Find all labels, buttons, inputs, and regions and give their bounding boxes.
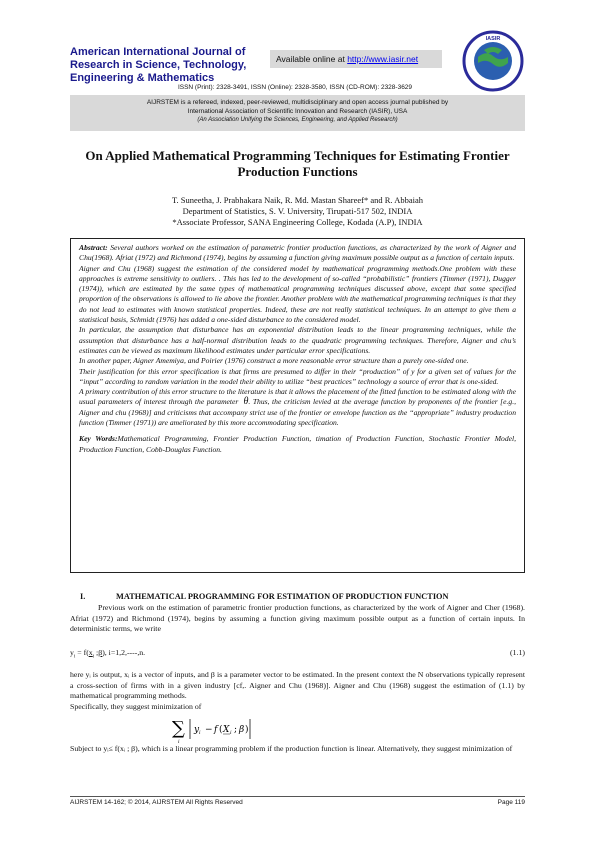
svg-text:−: − — [205, 725, 213, 735]
abstract-paragraph-5: Their justification for this error specification is that firms are presumed to differ in their “production” of y for a given set of values for the “input” according to random variation in the model their ability to utilize “best practices” technology a source of error that is one-sided. — [79, 366, 516, 386]
footer-copyright: AIJRSTEM 14-162; © 2014, AIJRSTEM All Rights Reserved — [70, 799, 243, 806]
svg-text:y: y — [194, 725, 200, 735]
footer-divider — [70, 796, 525, 797]
author-block — [60, 195, 535, 228]
affiliation-2: *Associate Professor, SANA Engineering College, Kodada (A.P), INDIA — [172, 217, 423, 227]
affiliation-1: Department of Statistics, S. V. University, Tirupati-517 502, INDIA — [182, 206, 413, 216]
abstract-box — [70, 238, 525, 573]
theta-symbol: θ — [243, 396, 249, 408]
section-title: MATHEMATICAL PROGRAMMING FOR ESTIMATION OF PRODUCTION FUNCTION — [116, 592, 449, 601]
section-paragraph-3: Subject to yᵢ≤ f(xᵢ ; β), which is a linear programming problem if the production function is linear. Alternatively, they suggest minimization of — [70, 744, 513, 753]
available-prefix: Available online at — [276, 54, 348, 64]
banner-line-3: (An Association Unifying the Sciences, Engineering, and Applied Research) — [197, 117, 398, 123]
section-paragraph-1: Previous work on the estimation of parametric frontier production functions, as characterized by the work of Aigner and Cher (1968). Afriat (1972) and Richmond (1974), begins by assuming a function giving maximum possible output as a function of certain inputs. In deterministic terms, we write — [70, 603, 525, 634]
abstract-paragraph-3: In particular, the assumption that disturbance has an exponential distribution leads to the linear programming techniques, while the assumption that disturbance has a half-normal distribution leads to the quadratic programming techniques. Therefore, Aigner and chu’s estimates can be viewed as maximum likelihood estimates under particular error specifications. — [79, 325, 516, 355]
journal-name: American International Journal of Research in Science, Technology, Engineering & Mathematics — [70, 46, 247, 84]
svg-text:β: β — [239, 725, 245, 735]
availability-banner — [270, 50, 442, 68]
svg-text:;: ; — [234, 725, 238, 735]
footer — [70, 799, 525, 806]
abstract-label: Abstract: — [79, 243, 108, 252]
svg-text:i: i — [199, 730, 201, 736]
abstract-paragraph-6: A primary contribution of this error structure to the literature is that it allows the placement of the fitted function to be estimated along with the usual parameters of interest through the parameter θ. Thus, the criticism levied at the average function by proponents of the frontier [e.g., Aigner and chu (1968)] and criticisms that accompany strict use of the frontier or envelope function as the “appropriate” industry production function (Timmer (1971)) are ameliorated by this more accommodating specification. — [79, 387, 517, 428]
svg-text:∑: ∑ — [172, 718, 185, 739]
svg-text:X: X — [223, 725, 230, 735]
abstract-paragraph-4: In another paper, Aigner Amemiya, and Poirier (1976) construct a more reasonable error structure than a purely one-sided one. — [79, 356, 469, 366]
banner-line-2: International Association of Scientific Innovation and Research (IASIR), USA — [187, 108, 408, 115]
sum-abs-deviation-equation — [170, 715, 290, 745]
section-number: I. — [80, 592, 86, 601]
section-paragraph-2: here yᵢ is output, xᵢ is a vector of inputs, and β is a parameter vector to be estimated. In the present context the N observations typically represent a cross-section of firms with in a given industry [cf,. Aigner and Chu (1968)]. Aigner and Chu (1968) suggest the estimation of (1.1) by mathematical programming methods. Specifically, they suggest minimization of — [70, 670, 525, 711]
svg-text:(: ( — [219, 725, 223, 735]
journal-banner — [70, 95, 525, 131]
svg-text:f: f — [214, 725, 218, 735]
equation-number: (1.1) — [510, 648, 525, 657]
page-number: Page 119 — [497, 799, 525, 806]
journal-url-link[interactable]: http://www.iasir.net — [347, 54, 419, 64]
svg-text:i: i — [230, 730, 232, 736]
keywords: Key Words:Mathematical Programming, Frontier Production Function, timation of Production Function, Stochastic Frontier Model, Production Function, Cobb-Douglas Function. — [79, 434, 516, 454]
paper-title: On Applied Mathematical Programming Techniques for Estimating Frontier Production Functions — [85, 148, 510, 179]
abstract-paragraph-2: Aigner and Chu (1968) suggest the estimation of the considered model by mathematical programming methods.One problem with these approaches is extreme sensitivity to outliers. . This has led to the development of so-called “probabilistic” frontiers (Timmer (1971), Dugger (1974)), which are estimated by the same types of mathematical programming techniques discussed above, except that some specified proportion of the observations is allowed to lie above the frontier. Another problem with the mathematical programming techniques is that they do not lead to estimates with known statistical properties. Indeed, these are not really statistical techniques. In an attempt to give them a statistical basis, Schmidt (1976) has added a one-sided disturbance to the considered model. — [79, 263, 516, 325]
logo-text: IASIR — [485, 36, 501, 42]
issn-line: ISSN (Print): 2328-3491, ISSN (Online): 2328-3580, ISSN (CD-ROM): 2328-3629 — [177, 84, 413, 91]
svg-text:): ) — [245, 725, 249, 735]
iasir-logo — [462, 30, 524, 92]
section-heading — [80, 592, 525, 601]
abstract-paragraph-1: Abstract: Several authors worked on the estimation of parametric frontier production functions, as characterized by the work of Aigner and Chu(1968). Afriat (1972) and Richmond (1974), begins by assuming a function giving maximum possible output as a function of certain inputs. — [79, 243, 517, 263]
svg-text:i: i — [178, 739, 180, 745]
keywords-label: Key Words: — [79, 434, 118, 444]
authors: T. Suneetha, J. Prabhakara Naik, R. Md. Mastan Shareef* and R. Abbaiah — [171, 195, 423, 205]
banner-line-1: AIJRSTEM is a refereed, indexed, peer-reviewed, multidisciplinary and open access journal published by — [146, 99, 449, 106]
equation-1-1: $y_i = f(x_i$ ;β), i=1,2,----,n. (1.1) — [70, 648, 525, 660]
